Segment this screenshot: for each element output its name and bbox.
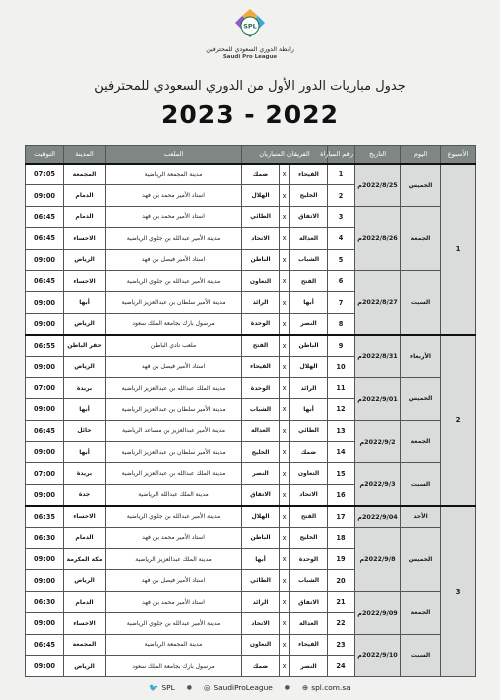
- home-team: الفتح: [290, 270, 328, 291]
- stadium-cell: استاد الأمير محمد بن فهد: [106, 185, 242, 206]
- versus-mark: x: [280, 185, 290, 206]
- match-number: 6: [328, 270, 355, 291]
- header-date: التاريخ: [355, 146, 401, 164]
- day-cell: الخميس: [401, 527, 441, 591]
- schedule-table-wrapper: [25, 145, 475, 669]
- versus-mark: x: [280, 420, 290, 441]
- footer-site[interactable]: ⊕ spl.com.sa: [302, 682, 351, 692]
- date-cell: 2022/9/01م: [355, 377, 401, 420]
- table-row: [26, 164, 476, 185]
- footer-separator: ●: [186, 683, 192, 691]
- time-cell: 09:00: [26, 292, 64, 313]
- time-cell: 07:00: [26, 463, 64, 484]
- stadium-cell: استاد الأمير فيصل بن فهد: [106, 356, 242, 377]
- city-cell: الرياض: [64, 356, 106, 377]
- city-cell: الاحساء: [64, 270, 106, 291]
- stadium-cell: مدينة الأمير سلطان بن عبدالعزيز الرياضية: [106, 399, 242, 420]
- away-team: الوحدة: [242, 377, 280, 398]
- match-number: 19: [328, 549, 355, 570]
- home-team: أبها: [290, 399, 328, 420]
- city-cell: أبها: [64, 399, 106, 420]
- home-team: الخليج: [290, 527, 328, 548]
- time-cell: 06:45: [26, 420, 64, 441]
- home-team: الفيحاء: [290, 634, 328, 655]
- versus-mark: x: [280, 527, 290, 548]
- time-cell: 09:00: [26, 185, 64, 206]
- date-cell: 2022/9/04م: [355, 506, 401, 527]
- stadium-cell: مدينة المجمعة الرياضية: [106, 634, 242, 655]
- time-cell: 06:45: [26, 270, 64, 291]
- time-cell: 09:00: [26, 313, 64, 334]
- match-number: 20: [328, 570, 355, 591]
- stadium-cell: استاد الأمير فيصل بن فهد: [106, 249, 242, 270]
- versus-mark: x: [280, 313, 290, 334]
- time-cell: 06:45: [26, 634, 64, 655]
- day-cell: الجمعة: [401, 591, 441, 634]
- header-time: التوقيت: [26, 146, 64, 164]
- city-cell: مكة المكرمة: [64, 549, 106, 570]
- table-row: [26, 420, 476, 441]
- away-team: الاتحاد: [242, 228, 280, 249]
- home-team: التعاون: [290, 463, 328, 484]
- city-cell: بريدة: [64, 463, 106, 484]
- home-team: الوحدة: [290, 549, 328, 570]
- away-team: الوحدة: [242, 313, 280, 334]
- match-number: 15: [328, 463, 355, 484]
- date-cell: 2022/9/09م: [355, 591, 401, 634]
- away-team: الاتفاق: [242, 484, 280, 505]
- city-cell: المجمعة: [64, 634, 106, 655]
- week-cell: 3: [441, 506, 476, 677]
- stadium-cell: ملعب نادي الباطن: [106, 335, 242, 356]
- date-cell: 2022/9/8م: [355, 527, 401, 591]
- day-cell: الأحد: [401, 506, 441, 527]
- home-team: الفتح: [290, 506, 328, 527]
- stadium-cell: مدينة الملك عبدالعزيز الرياضية: [106, 549, 242, 570]
- match-number: 2: [328, 185, 355, 206]
- schedule-body: [26, 164, 476, 677]
- stadium-cell: مدينة المجمعة الرياضية: [106, 164, 242, 185]
- versus-mark: x: [280, 484, 290, 505]
- away-team: الخليج: [242, 442, 280, 463]
- date-cell: 2022/8/26م: [355, 206, 401, 270]
- time-cell: 06:30: [26, 591, 64, 612]
- away-team: التعاون: [242, 634, 280, 655]
- home-team: الطائي: [290, 420, 328, 441]
- spl-badge-text: SPL: [243, 22, 257, 31]
- spl-logo: [202, 6, 298, 72]
- away-team: الفتح: [242, 335, 280, 356]
- time-cell: 09:00: [26, 655, 64, 676]
- time-cell: 06:55: [26, 335, 64, 356]
- time-cell: 06:45: [26, 206, 64, 227]
- time-cell: 09:00: [26, 399, 64, 420]
- away-team: الباطن: [242, 249, 280, 270]
- away-team: الرائد: [242, 591, 280, 612]
- day-cell: السبت: [401, 270, 441, 334]
- footer: [0, 680, 500, 694]
- stadium-cell: استاد الأمير محمد بن فهد: [106, 527, 242, 548]
- home-team: الشباب: [290, 570, 328, 591]
- stadium-cell: مدينة الأمير سلطان بن عبدالعزيز الرياضية: [106, 442, 242, 463]
- stadium-cell: مدينة الأمير عبدالله بن جلوي الرياضية: [106, 228, 242, 249]
- city-cell: الدمام: [64, 527, 106, 548]
- city-cell: بريدة: [64, 377, 106, 398]
- table-row: [26, 270, 476, 291]
- away-team: التعاون: [242, 270, 280, 291]
- away-team: الهلال: [242, 506, 280, 527]
- date-cell: 2022/8/25م: [355, 164, 401, 207]
- stadium-cell: مرسول بارك بجامعة الملك سعود: [106, 313, 242, 334]
- city-cell: الاحساء: [64, 228, 106, 249]
- table-row: [26, 463, 476, 484]
- time-cell: 09:00: [26, 356, 64, 377]
- versus-mark: x: [280, 442, 290, 463]
- twitter-icon: 🐦: [149, 682, 159, 692]
- away-team: العدالة: [242, 420, 280, 441]
- time-cell: 06:30: [26, 527, 64, 548]
- versus-mark: x: [280, 613, 290, 634]
- time-cell: 07:00: [26, 377, 64, 398]
- away-team: ضمك: [242, 655, 280, 676]
- versus-mark: x: [280, 549, 290, 570]
- match-number: 4: [328, 228, 355, 249]
- city-cell: أبها: [64, 292, 106, 313]
- header-week: الأسبوع: [441, 146, 476, 164]
- day-cell: السبت: [401, 463, 441, 506]
- time-cell: 09:00: [26, 442, 64, 463]
- stadium-cell: استاد الأمير محمد بن فهد: [106, 206, 242, 227]
- home-team: العدالة: [290, 613, 328, 634]
- versus-mark: x: [280, 399, 290, 420]
- match-number: 8: [328, 313, 355, 334]
- date-cell: 2022/9/3م: [355, 463, 401, 506]
- match-number: 21: [328, 591, 355, 612]
- match-number: 17: [328, 506, 355, 527]
- away-team: الرائد: [242, 292, 280, 313]
- header-day: اليوم: [401, 146, 441, 164]
- versus-mark: x: [280, 270, 290, 291]
- match-number: 9: [328, 335, 355, 356]
- day-cell: الجمعة: [401, 420, 441, 463]
- header-match-number: رقم المباراة: [328, 146, 355, 164]
- match-number: 24: [328, 655, 355, 676]
- match-number: 3: [328, 206, 355, 227]
- home-team: الفيحاء: [290, 164, 328, 185]
- time-cell: 09:00: [26, 570, 64, 591]
- schedule-table: [25, 145, 476, 677]
- date-cell: 2022/9/10م: [355, 634, 401, 677]
- away-team: الاتحاد: [242, 613, 280, 634]
- week-cell: 1: [441, 164, 476, 335]
- time-cell: 09:00: [26, 484, 64, 505]
- away-team: الطائي: [242, 206, 280, 227]
- match-number: 13: [328, 420, 355, 441]
- footer-handle: ◎ SaudiProLeague: [203, 682, 273, 692]
- table-row: [26, 527, 476, 548]
- match-number: 11: [328, 377, 355, 398]
- match-number: 22: [328, 613, 355, 634]
- city-cell: الدمام: [64, 206, 106, 227]
- match-number: 7: [328, 292, 355, 313]
- date-cell: 2022/9/2م: [355, 420, 401, 463]
- city-cell: الرياض: [64, 570, 106, 591]
- table-row: [26, 634, 476, 655]
- versus-mark: x: [280, 292, 290, 313]
- footer-separator: ●: [284, 683, 291, 691]
- table-row: [26, 591, 476, 612]
- league-name-english: Saudi Pro League: [222, 54, 278, 60]
- home-team: أبها: [290, 292, 328, 313]
- away-team: ضمك: [242, 164, 280, 185]
- versus-mark: x: [280, 249, 290, 270]
- stadium-cell: استاد الأمير فيصل بن فهد: [106, 570, 242, 591]
- time-cell: 09:00: [26, 549, 64, 570]
- stadium-cell: مدينة الأمير عبدالله بن جلوي الرياضية: [106, 506, 242, 527]
- city-cell: الرياض: [64, 655, 106, 676]
- home-team: ضمك: [290, 442, 328, 463]
- versus-mark: x: [280, 377, 290, 398]
- versus-mark: x: [280, 506, 290, 527]
- match-number: 18: [328, 527, 355, 548]
- day-cell: الخميس: [401, 377, 441, 420]
- stadium-cell: مدينة الملك عبدالله بن عبدالعزيز الرياضية: [106, 463, 242, 484]
- city-cell: جدة: [64, 484, 106, 505]
- match-number: 14: [328, 442, 355, 463]
- stadium-cell: مدينة الأمير عبدالعزيز بن مساعد الرياضية: [106, 420, 242, 441]
- table-row: [26, 335, 476, 356]
- home-team: النصر: [290, 313, 328, 334]
- home-team: الباطن: [290, 335, 328, 356]
- day-cell: الجمعة: [401, 206, 441, 270]
- city-cell: المجمعة: [64, 164, 106, 185]
- city-cell: الرياض: [64, 313, 106, 334]
- versus-mark: x: [280, 228, 290, 249]
- away-team: الباطن: [242, 527, 280, 548]
- table-row: [26, 506, 476, 527]
- stadium-cell: مرسول بارك بجامعة الملك سعود: [106, 655, 242, 676]
- stadium-cell: مدينة الأمير سلطان بن عبدالعزيز الرياضية: [106, 292, 242, 313]
- versus-mark: x: [280, 634, 290, 655]
- home-team: الاتفاق: [290, 591, 328, 612]
- city-cell: حائل: [64, 420, 106, 441]
- city-cell: الدمام: [64, 591, 106, 612]
- home-team: الاتحاد: [290, 484, 328, 505]
- match-number: 16: [328, 484, 355, 505]
- time-cell: 07:05: [26, 164, 64, 185]
- versus-mark: x: [280, 570, 290, 591]
- versus-mark: x: [280, 655, 290, 676]
- footer-spl: 🐦 SPL: [149, 682, 175, 692]
- home-team: الرائد: [290, 377, 328, 398]
- away-team: النصر: [242, 463, 280, 484]
- match-number: 10: [328, 356, 355, 377]
- page-title: جدول مباريات الدور الأول من الدوري السعودي للمحترفين: [94, 79, 406, 94]
- instagram-icon: ◎: [203, 682, 211, 692]
- away-team: أبها: [242, 549, 280, 570]
- versus-mark: x: [280, 356, 290, 377]
- week-cell: 2: [441, 335, 476, 506]
- table-row: [26, 377, 476, 398]
- header-city: المدينة: [64, 146, 106, 164]
- home-team: الهلال: [290, 356, 328, 377]
- home-team: الخليج: [290, 185, 328, 206]
- home-team: الشباب: [290, 249, 328, 270]
- home-team: العدالة: [290, 228, 328, 249]
- stadium-cell: استاد الأمير محمد بن فهد: [106, 591, 242, 612]
- stadium-cell: مدينة الأمير عبدالله بن جلوي الرياضية: [106, 270, 242, 291]
- away-team: الفيحاء: [242, 356, 280, 377]
- spl-emblem-icon: [202, 6, 298, 46]
- city-cell: الاحساء: [64, 506, 106, 527]
- home-team: النصر: [290, 655, 328, 676]
- day-cell: الأربعاء: [401, 335, 441, 378]
- time-cell: 06:45: [26, 228, 64, 249]
- versus-mark: x: [280, 463, 290, 484]
- header-stadium: الملعب: [106, 146, 242, 164]
- time-cell: 09:00: [26, 249, 64, 270]
- city-cell: الدمام: [64, 185, 106, 206]
- city-cell: حفر الباطن: [64, 335, 106, 356]
- versus-mark: x: [280, 206, 290, 227]
- league-name-arabic: رابطة الدوري السعودي للمحترفين: [206, 46, 294, 53]
- match-number: 23: [328, 634, 355, 655]
- day-cell: الخميس: [401, 164, 441, 207]
- stadium-cell: مدينة الأمير عبدالله بن جلوي الرياضية: [106, 613, 242, 634]
- match-number: 5: [328, 249, 355, 270]
- city-cell: الاحساء: [64, 613, 106, 634]
- date-cell: 2022/8/31م: [355, 335, 401, 378]
- versus-mark: x: [280, 164, 290, 185]
- date-cell: 2022/8/27م: [355, 270, 401, 334]
- versus-mark: x: [280, 335, 290, 356]
- season-label: 2023 - 2022: [161, 100, 339, 129]
- stadium-cell: مدينة الملك عبدالله الرياضية: [106, 484, 242, 505]
- time-cell: 09:00: [26, 613, 64, 634]
- stadium-cell: مدينة الملك عبدالله بن عبدالعزيز الرياضية: [106, 377, 242, 398]
- away-team: الهلال: [242, 185, 280, 206]
- match-number: 1: [328, 164, 355, 185]
- city-cell: الرياض: [64, 249, 106, 270]
- match-number: 12: [328, 399, 355, 420]
- city-cell: أبها: [64, 442, 106, 463]
- web-icon: ⊕: [302, 682, 309, 692]
- time-cell: 06:35: [26, 506, 64, 527]
- table-header-row: [26, 146, 476, 164]
- home-team: الاتفاق: [290, 206, 328, 227]
- day-cell: السبت: [401, 634, 441, 677]
- away-team: الشباب: [242, 399, 280, 420]
- table-row: [26, 206, 476, 227]
- header-teams: الفريقان المتباريان: [242, 146, 328, 164]
- versus-mark: x: [280, 591, 290, 612]
- away-team: الطائي: [242, 570, 280, 591]
